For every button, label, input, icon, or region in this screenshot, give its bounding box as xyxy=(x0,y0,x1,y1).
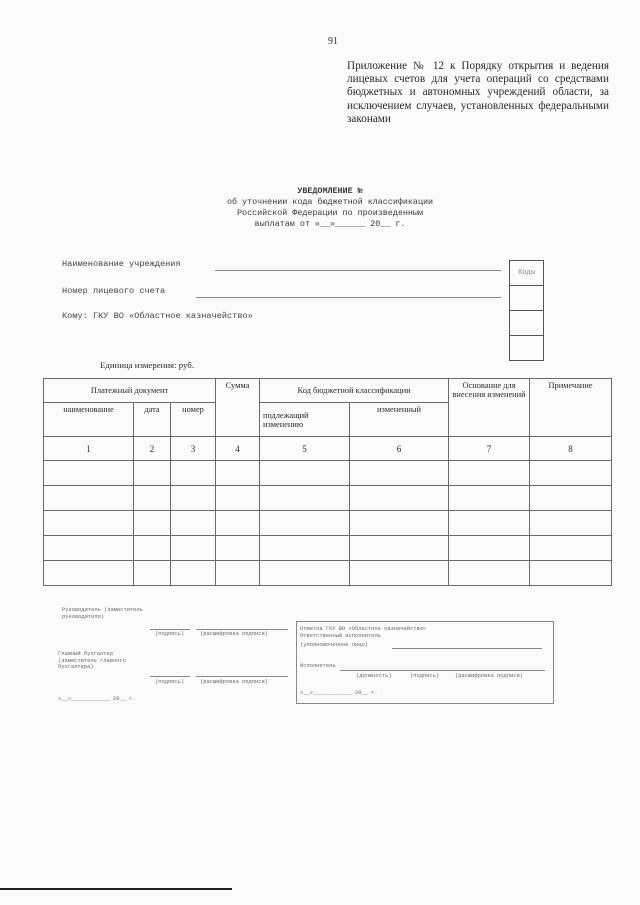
table-row xyxy=(44,536,612,561)
payment-doc-header: Платежный документ xyxy=(44,379,216,403)
executor-label: Исполнитель xyxy=(300,663,336,669)
table-row xyxy=(44,486,612,511)
decoding-caption: (расшифровка подписи) xyxy=(455,673,523,679)
signature-line xyxy=(392,648,542,649)
treasury-label: Отметка ГКУ ВО «Областное казначейство» xyxy=(300,626,427,632)
col-number: 6 xyxy=(350,437,449,461)
signature-caption: (подпись) xyxy=(155,679,185,685)
signature-line xyxy=(150,629,190,630)
annex-header: Приложение № 12 к Порядку открытия и ведения лицевых счетов для учета операций со средствами бюджетных и автономных учреждений области, за исключением случаев, установленных федеральными законами xyxy=(347,60,609,125)
sum-header: Сумма xyxy=(216,379,260,437)
note-header: Примечание xyxy=(530,379,612,437)
table-row xyxy=(44,561,612,586)
scan-edge-line xyxy=(0,888,232,890)
col-number: 3 xyxy=(171,437,216,461)
units-label: Единица измерения: руб. xyxy=(100,360,194,370)
col-number: 8 xyxy=(530,437,612,461)
institution-label: Наименование учреждения xyxy=(62,259,181,269)
col-number: 2 xyxy=(134,437,171,461)
reason-header: Основание для внесения изменений xyxy=(449,379,530,437)
codes-header: Коды xyxy=(510,261,543,286)
col-number: 4 xyxy=(216,437,260,461)
date-right: «__»____________ 20__ г. xyxy=(300,690,378,696)
institution-line xyxy=(215,270,501,271)
notice-title: УВЕДОМЛЕНИЕ № xyxy=(297,186,363,196)
position-caption: (должность) xyxy=(356,673,392,679)
col-number: 1 xyxy=(44,437,134,461)
notice-line-1: об уточнении кода бюджетной классификации xyxy=(226,197,434,207)
notice-line-3: выплатам от «__»______ 20__ г. xyxy=(254,219,406,229)
code-cell xyxy=(510,311,543,336)
to-change-header: подлежащий изменению xyxy=(260,403,350,437)
decoding-caption: (расшифровка подписи) xyxy=(200,631,268,637)
signature-line xyxy=(150,676,190,677)
date-left: «__»____________ 20__ г. xyxy=(58,696,136,702)
page-number: 91 xyxy=(328,36,338,47)
name-header: наименование xyxy=(44,403,134,437)
signature-caption: (подпись) xyxy=(410,673,440,679)
decoding-caption: (расшифровка подписи) xyxy=(200,679,268,685)
bcc-header: Код бюджетной классификации xyxy=(260,379,449,403)
changed-header: измененный xyxy=(350,403,449,437)
account-line xyxy=(196,297,501,298)
recipient-label: Кому: ГКУ ВО «Областное казначейство» xyxy=(62,311,253,321)
account-label: Номер лицевого счета xyxy=(62,286,166,296)
notice-heading xyxy=(140,186,520,230)
accountant-label: Главный бухгалтер (заместитель главного бухгалтера) xyxy=(58,651,126,671)
notice-line-2: Российской Федерации по произведенным xyxy=(237,208,423,218)
head-label: Руководитель (заместитель руководителя) xyxy=(62,607,143,620)
signature-line xyxy=(196,676,288,677)
codes-box xyxy=(509,260,544,361)
responsible-label: Ответственный исполнитель xyxy=(300,633,381,639)
authorized-label: (уполномоченное лицо) xyxy=(300,642,368,648)
number-header: номер xyxy=(171,403,216,437)
signature-line xyxy=(196,629,288,630)
code-cell xyxy=(510,336,543,361)
date-header: дата xyxy=(134,403,171,437)
col-number: 7 xyxy=(449,437,530,461)
table-row xyxy=(44,461,612,486)
col-number: 5 xyxy=(260,437,350,461)
payment-table xyxy=(43,378,612,586)
signature-caption: (подпись) xyxy=(155,631,185,637)
table-row xyxy=(44,511,612,536)
signature-line xyxy=(340,670,545,671)
code-cell xyxy=(510,286,543,311)
